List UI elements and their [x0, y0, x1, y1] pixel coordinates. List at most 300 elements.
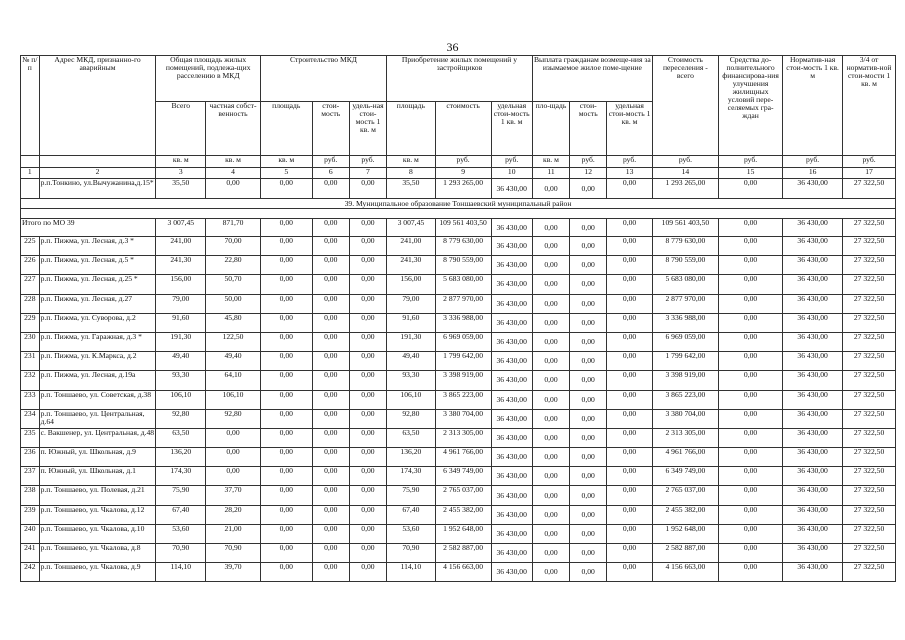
- table-cell: 0,00: [260, 237, 312, 256]
- table-cell: 36 430,00: [491, 467, 532, 486]
- table-cell: 0,00: [532, 371, 569, 390]
- table-cell: 241: [21, 544, 40, 563]
- table-cell: 0,00: [719, 563, 783, 582]
- header-cost: Стоимость переселения - всего: [652, 56, 718, 156]
- table-cell: 36 430,00: [783, 332, 843, 351]
- table-cell: 79,00: [156, 294, 206, 313]
- table-cell: 0,00: [349, 486, 386, 505]
- table-cell: 0,00: [312, 332, 349, 351]
- table-cell: 11: [532, 168, 569, 179]
- table-cell: 63,50: [387, 428, 436, 447]
- table-cell: 3 007,45: [156, 219, 206, 237]
- table-cell: 238: [21, 486, 40, 505]
- table-cell: 0,00: [719, 524, 783, 543]
- table-cell: 0,00: [206, 467, 261, 486]
- table-cell: 0,00: [570, 294, 607, 313]
- table-cell: 114,10: [387, 563, 436, 582]
- table-cell: 3 007,45: [387, 219, 436, 237]
- table-cell: р.п. Тоншаево, ул. Чкалова, д.9: [39, 563, 156, 582]
- table-cell: 70,90: [387, 544, 436, 563]
- table-cell: 0,00: [349, 524, 386, 543]
- table-cell: 45,80: [206, 313, 261, 332]
- table-cell: 36 430,00: [783, 467, 843, 486]
- table-cell: 0,00: [260, 563, 312, 582]
- table-cell: 0,00: [260, 219, 312, 237]
- table-cell: 156,00: [387, 275, 436, 294]
- subheader-build-unit: удель-ная стои-мость 1 кв. м: [349, 102, 386, 156]
- table-cell: 0,00: [260, 179, 312, 199]
- table-cell: 1 799 642,00: [435, 352, 491, 371]
- table-cell: 12: [570, 168, 607, 179]
- table-cell: 0,00: [607, 237, 653, 256]
- table-cell: руб.: [312, 156, 349, 168]
- table-cell: 0,00: [607, 256, 653, 275]
- table-cell: 0,00: [607, 179, 653, 199]
- table-cell: 136,20: [387, 448, 436, 467]
- table-cell: 28,20: [206, 505, 261, 524]
- table-cell: с. Вакшенер, ул. Центральная, д.48: [39, 428, 156, 447]
- table-cell: 5 683 080,00: [435, 275, 491, 294]
- table-cell: 0,00: [532, 544, 569, 563]
- table-cell: 3 865 223,00: [435, 390, 491, 409]
- table-cell: 36 430,00: [783, 352, 843, 371]
- subheader-private: частная собст-венность: [206, 102, 261, 156]
- table-row: [21, 544, 896, 563]
- table-cell: 231: [21, 352, 40, 371]
- table-cell: 191,30: [156, 332, 206, 351]
- table-cell: 27 322,50: [843, 256, 896, 275]
- table-cell: 0,00: [719, 390, 783, 409]
- table-cell: 36 430,00: [783, 544, 843, 563]
- table-cell: кв. м: [206, 156, 261, 168]
- table-cell: 0,00: [532, 237, 569, 256]
- table-cell: 0,00: [607, 448, 653, 467]
- table-cell: 241,00: [387, 237, 436, 256]
- table-cell: 91,60: [387, 313, 436, 332]
- table-cell: 0,00: [719, 428, 783, 447]
- table-cell: 67,40: [387, 505, 436, 524]
- table-cell: 0,00: [532, 563, 569, 582]
- table-cell: 0,00: [607, 294, 653, 313]
- table-cell: 0,00: [570, 563, 607, 582]
- table-cell: 0,00: [260, 294, 312, 313]
- table-cell: 27 322,50: [843, 428, 896, 447]
- table-cell: 36 430,00: [491, 409, 532, 428]
- table-cell: 8 779 630,00: [652, 237, 718, 256]
- table-cell: 0,00: [260, 448, 312, 467]
- table-cell: 0,00: [349, 294, 386, 313]
- table-cell: р.п. Пижма, ул. Лесная, д.27: [39, 294, 156, 313]
- table-cell: 0,00: [260, 256, 312, 275]
- table-cell: 0,00: [607, 219, 653, 237]
- table-cell: р.п. Пижма, ул. Лесная, д.25 *: [39, 275, 156, 294]
- table-cell: 36 430,00: [783, 428, 843, 447]
- table-cell: 36 430,00: [491, 544, 532, 563]
- table-cell: 0,00: [570, 467, 607, 486]
- table-cell: 0,00: [312, 275, 349, 294]
- table-cell: 0,00: [570, 256, 607, 275]
- table-cell: 174,30: [156, 467, 206, 486]
- table-cell: 10: [491, 168, 532, 179]
- table-cell: 241,30: [387, 256, 436, 275]
- table-cell: 50,70: [206, 275, 261, 294]
- table-cell: 0,00: [312, 256, 349, 275]
- table-cell: 0,00: [532, 313, 569, 332]
- table-cell: 0,00: [607, 371, 653, 390]
- table-cell: 27 322,50: [843, 179, 896, 199]
- table-cell: 0,00: [719, 256, 783, 275]
- table-cell: 0,00: [312, 179, 349, 199]
- table-cell: р.п. Тоншаево, ул. Чкалова, д.10: [39, 524, 156, 543]
- table-cell: 242: [21, 563, 40, 582]
- table-row: [21, 256, 896, 275]
- table-cell: 27 322,50: [843, 237, 896, 256]
- total-label: Итого по МО 39: [21, 219, 156, 237]
- table-cell: 237: [21, 467, 40, 486]
- table-row: [21, 467, 896, 486]
- table-cell: р.п. Пижма, ул. Лесная, д.19а: [39, 371, 156, 390]
- table-row: [21, 505, 896, 524]
- table-cell: 5: [260, 168, 312, 179]
- table-cell: 0,00: [607, 505, 653, 524]
- table-cell: 8 790 559,00: [652, 256, 718, 275]
- table-row: [21, 390, 896, 409]
- table-row: [21, 563, 896, 582]
- table-cell: 2 455 382,00: [652, 505, 718, 524]
- table-cell: 1 952 648,00: [435, 524, 491, 543]
- table-cell: 0,00: [312, 219, 349, 237]
- table-cell: 70,90: [156, 544, 206, 563]
- spacer-row: [21, 209, 896, 219]
- table-row: [21, 371, 896, 390]
- table-cell: 0,00: [312, 409, 349, 428]
- table-cell: 233: [21, 390, 40, 409]
- table-cell: 235: [21, 428, 40, 447]
- table-cell: 36 430,00: [491, 294, 532, 313]
- table-cell: 0,00: [532, 294, 569, 313]
- table-cell: 36 430,00: [783, 294, 843, 313]
- table-cell: р.п. Тоншаево, ул. Чкалова, д.8: [39, 544, 156, 563]
- table-cell: 229: [21, 313, 40, 332]
- table-cell: кв. м: [387, 156, 436, 168]
- table-cell: [39, 156, 156, 168]
- table-cell: руб.: [843, 156, 896, 168]
- table-cell: 92,80: [206, 409, 261, 428]
- table-cell: 27 322,50: [843, 563, 896, 582]
- table-cell: 4 156 663,00: [652, 563, 718, 582]
- table-cell: 1: [21, 168, 40, 179]
- table-cell: 93,30: [156, 371, 206, 390]
- table-cell: 0,00: [532, 332, 569, 351]
- table-cell: 36 430,00: [783, 409, 843, 428]
- table-cell: 0,00: [719, 448, 783, 467]
- table-cell: 36 430,00: [783, 256, 843, 275]
- table-cell: 36 430,00: [491, 219, 532, 237]
- table-cell: 39,70: [206, 563, 261, 582]
- table-cell: 0,00: [570, 352, 607, 371]
- table-cell: 4 961 766,00: [435, 448, 491, 467]
- table-cell: 109 561 403,50: [435, 219, 491, 237]
- table-cell: руб.: [783, 156, 843, 168]
- table-cell: 9: [435, 168, 491, 179]
- header-area: Общая площадь жилых помещений, подлежа-щих расселению в МКД: [156, 56, 260, 102]
- table-cell: 1 293 265,00: [435, 179, 491, 199]
- table-cell: 0,00: [570, 486, 607, 505]
- table-cell: 0,00: [260, 352, 312, 371]
- table-cell: 0,00: [349, 428, 386, 447]
- total-row: [21, 219, 896, 237]
- table-cell: 227: [21, 275, 40, 294]
- table-cell: р.п. Пижма, ул. Лесная, д.3 *: [39, 237, 156, 256]
- table-cell: 36 430,00: [783, 275, 843, 294]
- table-cell: 27 322,50: [843, 524, 896, 543]
- table-cell: 106,10: [156, 390, 206, 409]
- table-cell: 36 430,00: [783, 219, 843, 237]
- table-cell: 106,10: [206, 390, 261, 409]
- table-cell: руб.: [607, 156, 653, 168]
- table-cell: 0,00: [607, 275, 653, 294]
- table-cell: 6 349 749,00: [435, 467, 491, 486]
- table-cell: 36 430,00: [491, 332, 532, 351]
- table-cell: 0,00: [607, 524, 653, 543]
- table-cell: 3 398 919,00: [652, 371, 718, 390]
- table-cell: 0,00: [312, 544, 349, 563]
- table-cell: 35,50: [387, 179, 436, 199]
- table-cell: 0,00: [206, 179, 261, 199]
- table-cell: 0,00: [719, 544, 783, 563]
- table-cell: 36 430,00: [491, 371, 532, 390]
- table-cell: 240: [21, 524, 40, 543]
- subheader-pay-area: пло-щадь: [532, 102, 569, 156]
- table-cell: 0,00: [260, 486, 312, 505]
- table-cell: 75,90: [156, 486, 206, 505]
- table-cell: руб.: [349, 156, 386, 168]
- section-title: 39. Муниципальное образование Тоншаевский муниципальный район: [21, 199, 896, 209]
- table-cell: 36 430,00: [491, 313, 532, 332]
- table-cell: 0,00: [570, 409, 607, 428]
- table-cell: 0,00: [312, 294, 349, 313]
- table-cell: 0,00: [607, 544, 653, 563]
- table-cell: 0,00: [532, 352, 569, 371]
- table-cell: 4 156 663,00: [435, 563, 491, 582]
- table-cell: 2 313 305,00: [652, 428, 718, 447]
- table-cell: 7: [349, 168, 386, 179]
- table-cell: 0,00: [349, 237, 386, 256]
- subheader-build-area: площадь: [260, 102, 312, 156]
- table-cell: 0,00: [349, 219, 386, 237]
- table-cell: 67,40: [156, 505, 206, 524]
- table-cell: 6 349 749,00: [652, 467, 718, 486]
- table-cell: кв. м: [532, 156, 569, 168]
- table-cell: 0,00: [349, 409, 386, 428]
- table-cell: 8: [387, 168, 436, 179]
- table-cell: 92,80: [387, 409, 436, 428]
- table-cell: 21,00: [206, 524, 261, 543]
- table-row: [21, 448, 896, 467]
- table-cell: 27 322,50: [843, 313, 896, 332]
- table-cell: 79,00: [387, 294, 436, 313]
- page-number: 36: [446, 40, 459, 54]
- table-cell: 230: [21, 332, 40, 351]
- table-cell: 0,00: [260, 467, 312, 486]
- table-cell: 106,10: [387, 390, 436, 409]
- table-cell: 36 430,00: [491, 179, 532, 199]
- table-cell: руб.: [652, 156, 718, 168]
- table-row: [21, 332, 896, 351]
- table-cell: 6 969 059,00: [435, 332, 491, 351]
- table-cell: 70,90: [206, 544, 261, 563]
- table-cell: 226: [21, 256, 40, 275]
- table-cell: 0,00: [349, 563, 386, 582]
- table-cell: 0,00: [349, 371, 386, 390]
- subheader-pay-cost: стои-мость: [570, 102, 607, 156]
- table-cell: 0,00: [570, 219, 607, 237]
- table-cell: 36 430,00: [491, 237, 532, 256]
- table-cell: 3 336 988,00: [435, 313, 491, 332]
- table-cell: 3: [156, 168, 206, 179]
- table-cell: 0,00: [260, 371, 312, 390]
- table-cell: 241,00: [156, 237, 206, 256]
- table-cell: 36 430,00: [491, 275, 532, 294]
- table-cell: руб.: [491, 156, 532, 168]
- table-cell: 3 398 919,00: [435, 371, 491, 390]
- table-cell: 0,00: [532, 390, 569, 409]
- table-cell: руб.: [435, 156, 491, 168]
- table-cell: 36 430,00: [783, 371, 843, 390]
- table-cell: 1 293 265,00: [652, 179, 718, 199]
- table-cell: 0,00: [532, 179, 569, 199]
- table-cell: 0,00: [719, 179, 783, 199]
- table-cell: р.п. Тоншаево, ул. Центральная, д.64: [39, 409, 156, 428]
- table-row: [21, 275, 896, 294]
- table-cell: 0,00: [607, 486, 653, 505]
- table-cell: 91,60: [156, 313, 206, 332]
- table-row: [21, 486, 896, 505]
- table-cell: 0,00: [532, 524, 569, 543]
- subheader-pay-unit: удельная стои-мость 1 кв. м: [607, 102, 653, 156]
- table-cell: 3 380 704,00: [435, 409, 491, 428]
- table-cell: 0,00: [349, 179, 386, 199]
- table-cell: р.п. Пижма, ул. Лесная, д.5 *: [39, 256, 156, 275]
- table-cell: 5 683 080,00: [652, 275, 718, 294]
- table-cell: 0,00: [260, 524, 312, 543]
- table-cell: р.п. Пижма, ул. Суворова, д.2: [39, 313, 156, 332]
- table-cell: 2 765 037,00: [435, 486, 491, 505]
- table-cell: 241,30: [156, 256, 206, 275]
- table-cell: 27 322,50: [843, 294, 896, 313]
- table-cell: 27 322,50: [843, 352, 896, 371]
- table-cell: 0,00: [312, 563, 349, 582]
- table-cell: 27 322,50: [843, 544, 896, 563]
- table-cell: р.п.Тонкино, ул.Вычужанина,д.15*: [39, 179, 156, 199]
- table-cell: 0,00: [719, 313, 783, 332]
- table-cell: 27 322,50: [843, 409, 896, 428]
- table-cell: 0,00: [532, 448, 569, 467]
- table-cell: 14: [652, 168, 718, 179]
- table-cell: [21, 156, 40, 168]
- header-payment: Выплата гражданам возмеще-ния за изымаемое жилое поме-щение: [532, 56, 652, 102]
- table-cell: 2 582 887,00: [435, 544, 491, 563]
- table-cell: р.п. Тоншаево, ул. Чкалова, д.12: [39, 505, 156, 524]
- table-cell: 36 430,00: [491, 524, 532, 543]
- table-cell: 22,80: [206, 256, 261, 275]
- table-cell: 27 322,50: [843, 219, 896, 237]
- table-cell: 0,00: [260, 313, 312, 332]
- table-cell: р.п. Тоншаево, ул. Полевая, д.21: [39, 486, 156, 505]
- table-cell: 156,00: [156, 275, 206, 294]
- table-cell: 0,00: [719, 294, 783, 313]
- table-cell: 49,40: [206, 352, 261, 371]
- table-cell: 0,00: [312, 237, 349, 256]
- table-cell: 2 877 970,00: [435, 294, 491, 313]
- section-row: [21, 199, 896, 209]
- column-numbers-row: [21, 168, 896, 179]
- subheader-acq-unit: удельная стои-мость 1 кв. м: [491, 102, 532, 156]
- table-cell: 2 582 887,00: [652, 544, 718, 563]
- table-cell: 0,00: [312, 448, 349, 467]
- table-cell: 53,60: [156, 524, 206, 543]
- table-cell: 0,00: [532, 505, 569, 524]
- relocation-table: [20, 55, 896, 582]
- table-cell: 0,00: [532, 256, 569, 275]
- table-cell: 36 430,00: [783, 179, 843, 199]
- table-cell: 0,00: [349, 275, 386, 294]
- table-cell: 0,00: [260, 409, 312, 428]
- table-cell: 36 430,00: [783, 505, 843, 524]
- table-cell: 0,00: [532, 467, 569, 486]
- table-cell: 0,00: [349, 544, 386, 563]
- table-cell: 27 322,50: [843, 332, 896, 351]
- table-cell: кв. м: [156, 156, 206, 168]
- header-address: Адрес МКД, признанно-го аварийным: [39, 56, 156, 156]
- table-cell: 16: [783, 168, 843, 179]
- table-cell: 0,00: [532, 486, 569, 505]
- header-build: Строительство МКД: [260, 56, 386, 102]
- table-cell: 36 430,00: [783, 563, 843, 582]
- table-cell: 36 430,00: [783, 486, 843, 505]
- table-cell: 36 430,00: [783, 313, 843, 332]
- table-cell: 2 877 970,00: [652, 294, 718, 313]
- table-cell: 0,00: [719, 352, 783, 371]
- header-acquisition: Приобретение жилых помещений у застройщиков: [387, 56, 533, 102]
- table-cell: 0,00: [260, 332, 312, 351]
- table-cell: 0,00: [570, 390, 607, 409]
- subheader-acq-area: площадь: [387, 102, 436, 156]
- table-cell: 136,20: [156, 448, 206, 467]
- table-cell: 0,00: [719, 486, 783, 505]
- table-cell: 4: [206, 168, 261, 179]
- table-cell: 0,00: [607, 428, 653, 447]
- table-row: [21, 409, 896, 428]
- header-three-quarters: 3/4 от норматив-ной стои-мости 1 кв. м: [843, 56, 896, 156]
- table-cell: 225: [21, 237, 40, 256]
- table-cell: руб.: [719, 156, 783, 168]
- table-cell: 0,00: [312, 505, 349, 524]
- table-cell: 0,00: [570, 371, 607, 390]
- table-cell: 1 799 642,00: [652, 352, 718, 371]
- table-cell: 0,00: [570, 524, 607, 543]
- table-cell: 0,00: [719, 275, 783, 294]
- table-cell: 27 322,50: [843, 448, 896, 467]
- header-funds: Средства до-полнительного финансирова-ния улучшения жилищных условий пере-селяемых гра-ждан: [719, 56, 783, 156]
- table-cell: 0,00: [607, 313, 653, 332]
- table-cell: 64,10: [206, 371, 261, 390]
- table-cell: 0,00: [312, 313, 349, 332]
- table-cell: 36 430,00: [491, 505, 532, 524]
- table-cell: 36 430,00: [491, 486, 532, 505]
- table-cell: 53,60: [387, 524, 436, 543]
- table-cell: 0,00: [607, 352, 653, 371]
